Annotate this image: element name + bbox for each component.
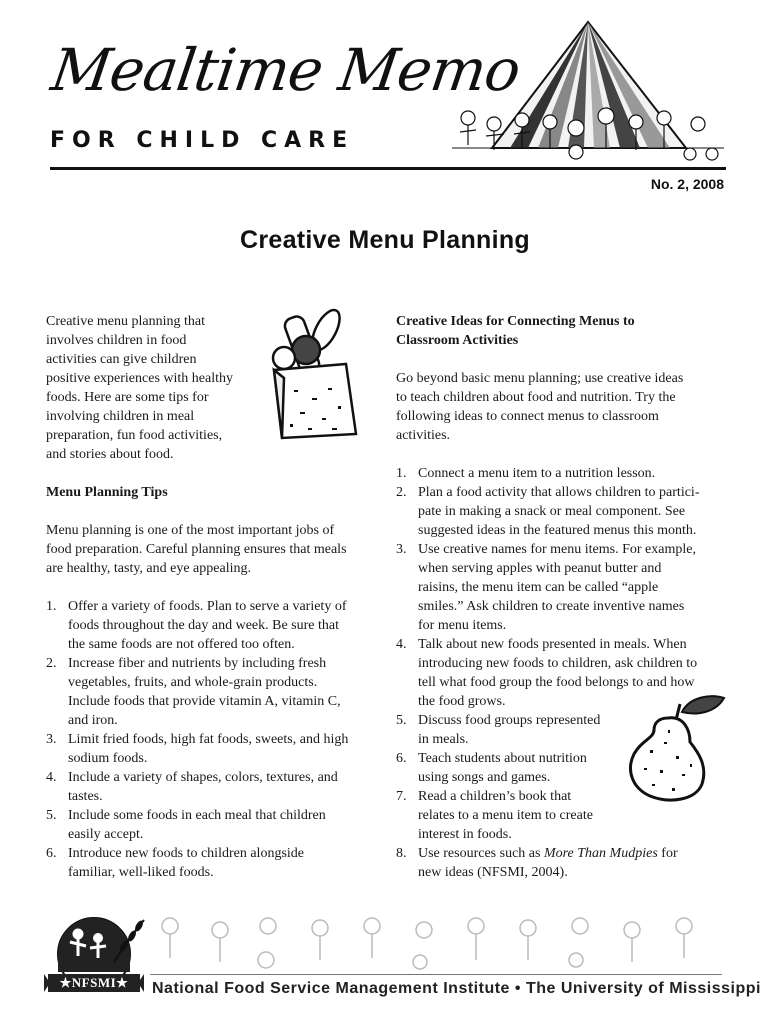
grocery-bag-icon <box>268 308 364 442</box>
tips-line: are healthy, tasty, and eye appealing. <box>46 561 251 576</box>
list-item: 6. Introduce new foods to children alongside familiar, well-liked foods. <box>46 846 304 880</box>
ideas-list <box>396 464 731 882</box>
heading-line: Creative Ideas for Connecting Menus to <box>396 314 635 329</box>
issue-number: No. 2, 2008 <box>650 176 724 192</box>
footer-text: National Food Service Management Institute • The University of Mississippi <box>152 980 761 997</box>
ideas-paragraph <box>396 369 731 445</box>
tips-line: food preparation. Careful planning ensures that meals <box>46 542 347 557</box>
paragraph-line: activities. <box>396 428 451 443</box>
intro-line: involving children in meal <box>46 409 195 424</box>
list-item: 3. Use creative names for menu items. For example, when serving apples with peanut butter and raisins, the menu item can be called “apple smiles.” Ask children to create inventive names for menu items. <box>396 542 696 633</box>
list-item: 8. Use resources such as More Than Mudpies for new ideas (NFSMI, 2004). <box>396 846 678 880</box>
intro-line: preparation, fun food activities, <box>46 428 223 443</box>
intro-line: Creative menu planning that <box>46 314 206 329</box>
tips-paragraph <box>46 521 386 578</box>
paragraph-line: following ideas to connect menus to classroom <box>396 409 659 424</box>
list-item: 1. Connect a menu item to a nutrition lesson. <box>396 466 656 481</box>
masthead-rule <box>50 167 726 170</box>
heading-line: Classroom Activities <box>396 333 519 348</box>
food-pyramid-illustration <box>450 20 726 166</box>
paragraph-line: to teach children about food and nutrition. Try the <box>396 390 676 405</box>
masthead-title: Mealtime Memo <box>47 36 524 104</box>
logo-text: ★NFSMI★ <box>59 975 129 990</box>
intro-line: foods. Here are some tips for <box>46 390 209 405</box>
list-item: 3. Limit fried foods, high fat foods, sweets, and high sodium foods. <box>46 732 349 766</box>
intro-line: involves children in food <box>46 333 187 348</box>
page-headline: Creative Menu Planning <box>240 226 530 254</box>
book-title: More Than Mudpies <box>543 846 658 861</box>
list-item: 4. Talk about new foods presented in meals. When introducing new foods to children, ask children to tell what food group the food belongs to and how the food grows. <box>396 637 698 709</box>
ideas-heading <box>396 312 731 350</box>
list-item: 5. Include some foods in each meal that children easily accept. <box>46 808 326 842</box>
list-item: 1. Offer a variety of foods. Plan to serve a variety of foods throughout the day and week. Be sure that the same foods are not offered too often. <box>46 599 347 652</box>
pear-icon <box>624 690 728 806</box>
paragraph-line: Go beyond basic menu planning; use creative ideas <box>396 371 684 386</box>
tips-heading: Menu Planning Tips <box>46 485 168 500</box>
list-item: 7. Read a children’s book that relates to a menu item to create interest in foods. <box>396 789 593 842</box>
list-item: 2. Plan a food activity that allows children to partici- pate in making a snack or meal component. See suggested ideas in the featured menus this month. <box>396 485 700 538</box>
tips-line: Menu planning is one of the most important jobs of <box>46 523 335 538</box>
list-item: 4. Include a variety of shapes, colors, textures, and tastes. <box>46 770 338 804</box>
list-item: 2. Increase fiber and nutrients by including fresh vegetables, fruits, and whole-grain products. Include foods that provide vitamin A, vitamin C, and iron. <box>46 656 341 728</box>
children-border-illustration <box>150 912 722 972</box>
footer-rule <box>150 974 722 975</box>
intro-paragraph <box>46 312 261 464</box>
intro-line: activities can give children <box>46 352 197 367</box>
masthead-subtitle: FOR CHILD CARE <box>50 128 355 153</box>
tips-list <box>46 597 386 882</box>
intro-line: and stories about food. <box>46 447 174 462</box>
list-item: 6. Teach students about nutrition using songs and games. <box>396 751 587 785</box>
list-item: 5. Discuss food groups represented in meals. <box>396 713 601 747</box>
intro-line: positive experiences with healthy <box>46 371 233 386</box>
